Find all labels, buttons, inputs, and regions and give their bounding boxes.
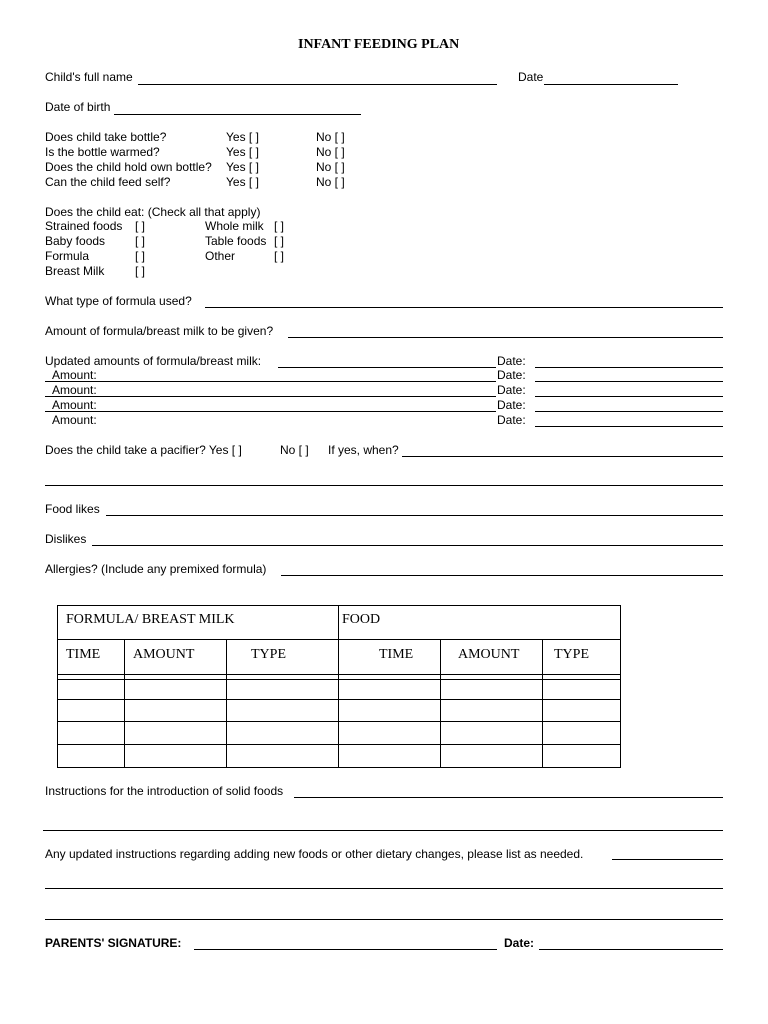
amount-row-1-date-label: Date: [497, 368, 526, 382]
likes-label: Food likes [45, 502, 100, 516]
date-field[interactable] [544, 84, 678, 85]
dislikes-field[interactable] [92, 545, 723, 546]
question-4-yes[interactable]: Yes [ ] [226, 175, 259, 189]
allergies-field[interactable] [281, 575, 723, 576]
eat-formula-label: Formula [45, 249, 90, 263]
question-4-no[interactable]: No [ ] [316, 175, 345, 189]
table-row-divider [57, 744, 621, 745]
amount-row-1-label: Amount: [52, 368, 97, 382]
eat-formula-box[interactable]: [ ] [135, 249, 146, 263]
amount-row-2-field[interactable] [45, 396, 496, 397]
eat-other-label: Other [205, 249, 236, 263]
dob-label: Date of birth [45, 100, 111, 114]
formula-type-label: What type of formula used? [45, 294, 192, 308]
table-subheader-bottom [57, 674, 621, 675]
eat-baby-box[interactable]: [ ] [135, 234, 146, 248]
eat-table-label: Table foods [205, 234, 267, 248]
updated-field[interactable] [278, 367, 496, 368]
question-2-no[interactable]: No [ ] [316, 145, 345, 159]
eat-breastmilk-label: Breast Milk [45, 264, 105, 278]
table-col-time-1: TIME [66, 647, 101, 662]
question-3-yes[interactable]: Yes [ ] [226, 160, 259, 174]
dislikes-label: Dislikes [45, 532, 87, 546]
table-col-divider [542, 639, 543, 768]
eat-breastmilk-box[interactable]: [ ] [135, 264, 146, 278]
table-col-divider [226, 639, 227, 768]
question-2: Is the bottle warmed? [45, 145, 160, 159]
table-col-type-1: TYPE [251, 647, 286, 662]
updated-instructions-line-3[interactable] [45, 919, 723, 920]
updated-instructions-label: Any updated instructions regarding adding new foods or other dietary changes, please list as needed. [45, 847, 584, 861]
table-bottom-border [57, 767, 621, 768]
signature-date-field[interactable] [539, 949, 723, 950]
pacifier-question: Does the child take a pacifier? Yes [ ] [45, 443, 242, 457]
table-col-amount-1: AMOUNT [133, 647, 195, 662]
updated-date-label: Date: [497, 354, 526, 368]
question-3: Does the child hold own bottle? [45, 160, 212, 174]
pacifier-extra-line[interactable] [45, 485, 723, 486]
question-1: Does child take bottle? [45, 130, 167, 144]
signature-date-label: Date: [504, 936, 535, 950]
signature-label: PARENTS' SIGNATURE: [45, 936, 182, 950]
eat-wholemilk-box[interactable]: [ ] [274, 219, 285, 233]
eat-other-box[interactable]: [ ] [274, 249, 285, 263]
table-row-divider [57, 699, 621, 700]
amount-field[interactable] [288, 337, 723, 338]
table-body-top [57, 679, 621, 680]
amount-row-4-date-label: Date: [497, 413, 526, 427]
pacifier-when-field[interactable] [402, 456, 723, 457]
amount-row-2-label: Amount: [52, 383, 97, 397]
solid-foods-label: Instructions for the introduction of solid foods [45, 784, 284, 798]
updated-instructions-field[interactable] [612, 859, 723, 860]
table-right-border [620, 605, 621, 768]
table-group-formula: FORMULA/ BREAST MILK [66, 612, 235, 627]
signature-field[interactable] [194, 949, 497, 950]
table-top-border [57, 605, 621, 606]
child-name-label: Child's full name [45, 70, 133, 84]
table-col-amount-2: AMOUNT [458, 647, 520, 662]
table-col-divider [440, 639, 441, 768]
likes-field[interactable] [106, 515, 723, 516]
table-group-divider [338, 605, 339, 768]
amount-row-1-date-field[interactable] [535, 381, 723, 382]
amount-row-3-date-field[interactable] [535, 411, 723, 412]
amount-row-2-date-field[interactable] [535, 396, 723, 397]
eat-strained-box[interactable]: [ ] [135, 219, 146, 233]
solid-foods-field[interactable] [294, 797, 723, 798]
updated-label: Updated amounts of formula/breast milk: [45, 354, 262, 368]
solid-foods-extra-line[interactable] [43, 830, 723, 831]
eat-heading: Does the child eat: (Check all that apply) [45, 205, 261, 219]
question-1-no[interactable]: No [ ] [316, 130, 345, 144]
table-left-border [57, 605, 58, 768]
question-1-yes[interactable]: Yes [ ] [226, 130, 259, 144]
dob-field[interactable] [114, 114, 361, 115]
table-col-divider [124, 639, 125, 768]
amount-row-2-date-label: Date: [497, 383, 526, 397]
amount-row-3-date-label: Date: [497, 398, 526, 412]
question-3-no[interactable]: No [ ] [316, 160, 345, 174]
table-row-divider [57, 721, 621, 722]
amount-row-3-field[interactable] [45, 411, 496, 412]
pacifier-no[interactable]: No [ ] [280, 443, 309, 457]
updated-date-field[interactable] [535, 367, 723, 368]
table-col-type-2: TYPE [554, 647, 589, 662]
eat-wholemilk-label: Whole milk [205, 219, 264, 233]
table-col-time-2: TIME [379, 647, 414, 662]
amount-row-4-label: Amount: [52, 413, 97, 427]
allergies-label: Allergies? (Include any premixed formula) [45, 562, 267, 576]
amount-row-3-label: Amount: [52, 398, 97, 412]
eat-table-box[interactable]: [ ] [274, 234, 285, 248]
question-2-yes[interactable]: Yes [ ] [226, 145, 259, 159]
amount-row-4-date-field[interactable] [535, 426, 723, 427]
amount-row-1-field[interactable] [45, 381, 496, 382]
table-header-divider [57, 639, 621, 640]
pacifier-when-label: If yes, when? [328, 443, 399, 457]
updated-instructions-line-2[interactable] [45, 888, 723, 889]
table-group-food: FOOD [342, 612, 381, 627]
form-title: INFANT FEEDING PLAN [298, 37, 460, 52]
child-name-field[interactable] [138, 84, 497, 85]
date-label: Date [518, 70, 544, 84]
formula-type-field[interactable] [205, 307, 723, 308]
question-4: Can the child feed self? [45, 175, 171, 189]
eat-baby-label: Baby foods [45, 234, 106, 248]
eat-strained-label: Strained foods [45, 219, 123, 233]
amount-label: Amount of formula/breast milk to be given? [45, 324, 274, 338]
